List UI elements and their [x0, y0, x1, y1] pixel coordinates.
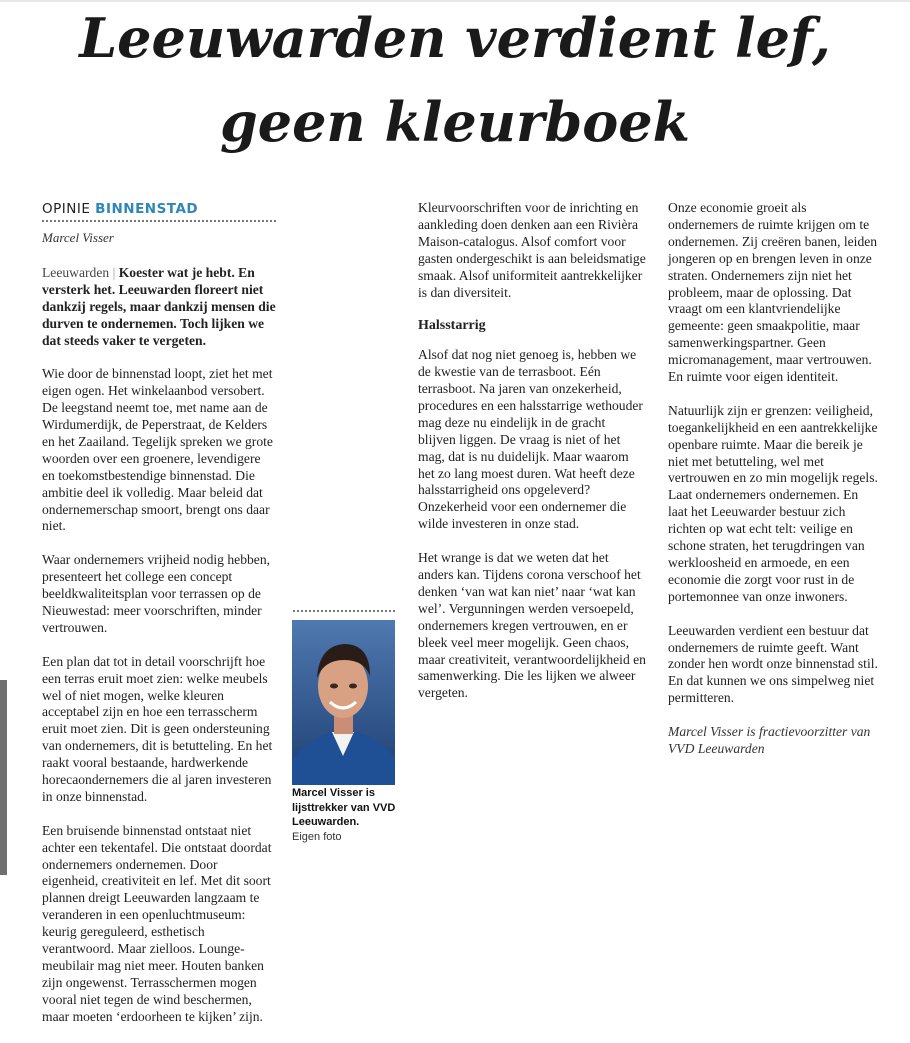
author-photo — [292, 620, 395, 785]
body-paragraph-3: Een plan dat tot in detail voorschrijft hoe een terras eruit moet zien: welke meubels wel of niet mogen, welke kleuren acceptabel zijn en hoe een terrasscherm eruit moet zien. Dit is geen ondersteuning van ondernemers, dit is betutteling. En het raakt vooral bestaande, hardwerkende horecaondernemers die al jaren investeren in onze binnenstad. — [42, 653, 273, 804]
photo-caption — [292, 786, 398, 844]
lead-separator: | — [112, 264, 116, 280]
headline-line-1: Leeuwarden verdient lef, — [79, 6, 831, 70]
author-signoff: Marcel Visser is fractievoorzitter van VVD Leeuwarden — [668, 724, 871, 756]
photo-divider — [293, 610, 395, 612]
section-label: OPINIE — [42, 201, 91, 217]
body-paragraph-9: Natuurlijk zijn er grenzen: veiligheid, toegankelijkheid en een aantrekkelijke openbare ruimte. Maar die bereik je niet met betutteling, wel met vertrouwen en zo min mogelijk regels. Laat ondernemers ondernemen. En laat het Leeuwarder bestuur zich richten op wat echt telt: veilige en schone straten, het terugdringen van werkloosheid en armoede, en een economie die zorgt voor rust in de portemonnee van onze inwoners. — [668, 402, 878, 604]
body-paragraph-6: Alsof dat nog niet genoeg is, hebben we de kwestie van de terrasboot. Eén terrasboot. Na jaren van onzekerheid, procedures en een halsstarrige wethouder mag deze nu eindelijk in de gracht blijven liggen. De vraag is niet of het mag, dat is nu duidelijk. Maar waarom het zo lang moest duren. Wat heeft deze halsstarrigheid ons opgeleverd? Onzekerheid voor een ondernemer die wilde investeren in onze stad. — [418, 347, 643, 532]
lead-place: Leeuwarden — [42, 264, 110, 280]
caption-text: Marcel Visser is lijsttrekker van VVD Leeuwarden. — [292, 787, 396, 828]
lead-text: Koester wat je hebt. En versterk het. Leeuwarden floreert niet dankzij regels, maar dankzij mensen die durven te ondernemen. Toch lijken we dat steeds vaker te vergeten. — [42, 264, 276, 348]
body-paragraph-2: Waar ondernemers vrijheid nodig hebben, presenteert het college een concept beeldkwaliteitsplan voor terrassen op de Nieuwestad: meer voorschriften, minder vertrouwen. — [42, 552, 271, 635]
headline-line-2: geen kleurboek — [219, 90, 691, 154]
body-paragraph-8: Onze economie groeit als ondernemers de ruimte krijgen om te ondernemen. Zij creëren banen, leiden jongeren op en brengen leven in onze straten. Ondernemers zijn niet het probleem, maar de oplossing. Dat vraagt om een klantvriendelijke gemeente: geen smaakpolitie, maar samenwerkingspartner. Geen micromanagement, maar vertrouwen. En ruimte voor eigen identiteit. — [668, 200, 878, 385]
body-paragraph-1: Wie door de binnenstad loopt, ziet het met eigen ogen. Het winkelaanbod versobert. De leegstand neemt toe, met name aan de Wirdumerdijk, de Peperstraat, de Kelders en het Zaailand. Tegelijk spreken we grote woorden over een groenere, levendigere en toekomstbestendige binnenstad. Die ambitie deel ik volledig. Maar beleid dat ondernemerschap smoort, brengt ons daar niet. — [42, 366, 273, 534]
body-paragraph-4: Een bruisende binnenstad ontstaat niet achter een tekentafel. Die ontstaat doordat ondernemers ondernemen. Door eigenheid, creativiteit en lef. Met dit soort plannen dreigt Leeuwarden langzaam te veranderen in een openluchtmuseum: keurig gereguleerd, esthetisch verantwoord. Maar zielloos. Lounge-meubilair mag niet meer. Houten banken zijn ongewenst. Terrasschermen mogen vooral niet tegen de wind beschermen, maar moeten ‘erdoorheen te kijken’ zijn. — [42, 822, 272, 1024]
column-1 — [42, 200, 276, 1043]
byline: Marcel Visser — [42, 230, 114, 245]
body-paragraph-7: Het wrange is dat we weten dat het anders kan. Tijdens corona verschoof het denken ‘van wat kan niet’ naar ‘wat kan wel’. Vergunningen werden versoepeld, ondernemers kregen vertrouwen, en er bleek veel meer mogelijk. Geen chaos, maar creativiteit, verantwoordelijkheid en samenwerking. Die les lijken we alweer vergeten. — [418, 550, 646, 701]
subheading: Halsstarrig — [418, 318, 486, 334]
column-2 — [418, 200, 646, 719]
body-paragraph-5: Kleurvoorschriften voor de inrichting en aankleding doen denken aan een Rivièra Maison-catalogus. Alsof comfort voor gasten ondergeschikt is aan beleidsmatige smaak. Alsof uniformiteit aantrekkelijker is dan diversiteit. — [418, 200, 646, 300]
section-topic: BINNENSTAD — [95, 201, 199, 217]
column-3 — [668, 200, 878, 775]
page-edge-shadow — [0, 680, 7, 875]
lead-paragraph — [42, 265, 276, 350]
photo-credit: Eigen foto — [292, 830, 342, 843]
portrait-illustration — [292, 620, 395, 785]
kicker-divider — [42, 220, 276, 222]
body-paragraph-10: Leeuwarden verdient een bestuur dat ondernemers de ruimte geeft. Want zonder hen wordt onze binnenstad stil. En dat kunnen we ons simpelweg niet permitteren. — [668, 622, 878, 706]
section-kicker — [42, 200, 276, 218]
